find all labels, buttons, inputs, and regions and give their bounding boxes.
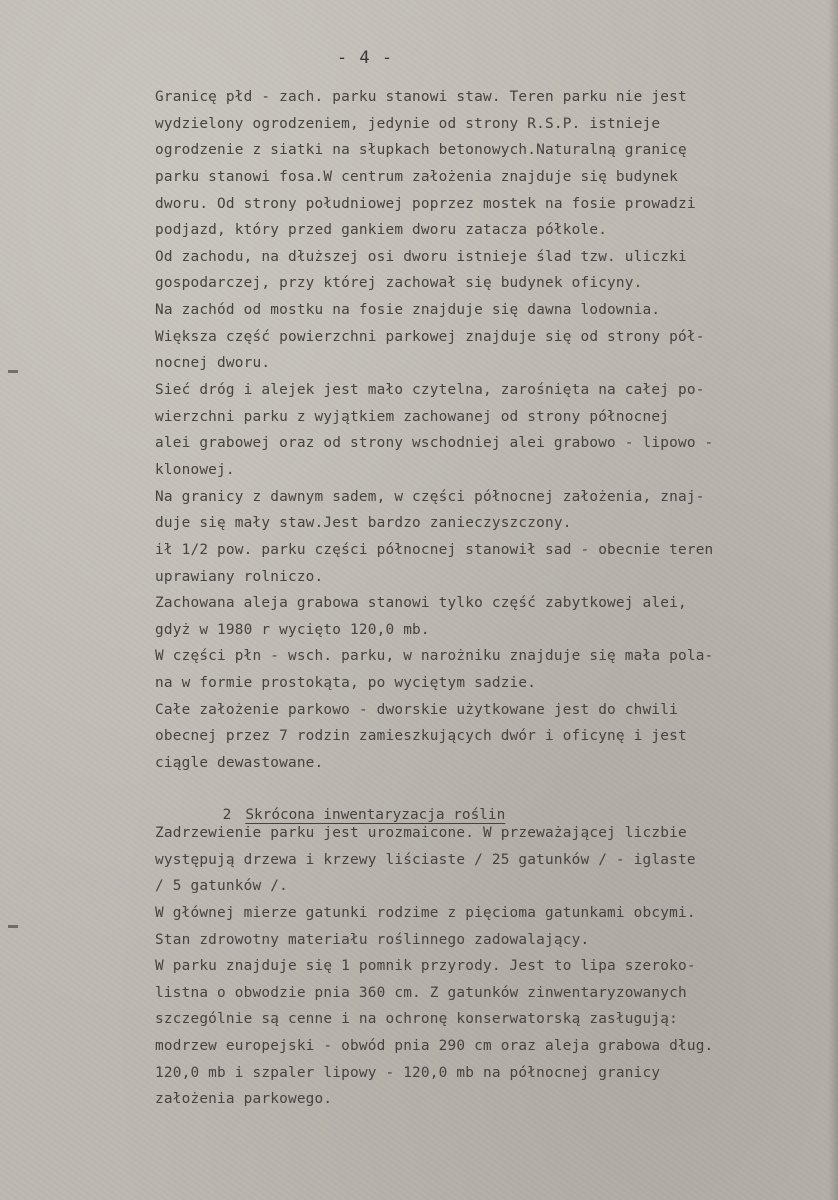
text-line: parku stanowi fosa.W centrum założenia znajduje się budynek — [155, 168, 678, 185]
text-line: W parku znajduje się 1 pomnik przyrody. Jest to lipa szeroko- — [155, 958, 696, 975]
text-line: Zadrzewienie parku jest urozmaicone. W przeważającej liczbie — [155, 825, 687, 841]
page-number: - 4 - — [336, 48, 394, 68]
punch-hole-mark — [8, 925, 18, 928]
text-line: ił 1/2 pow. parku części północnej stanowił sad - obecnie teren — [155, 541, 714, 558]
text-line: gospodarczej, przy której zachował się budynek oficyny. — [155, 275, 643, 292]
text-line: na w formie prostokąta, po wyciętym sadzie. — [155, 675, 537, 692]
text-line: listna o obwodzie pnia 360 cm. Z gatunków zinwentaryzowanych — [155, 984, 687, 1001]
text-line: Większa część powierzchni parkowej znajduje się od strony pół- — [155, 328, 705, 345]
text-line: Stan zdrowotny materiału roślinnego zadowalający. — [155, 931, 590, 948]
text-line: modrzew europejski - obwód pnia 290 cm oraz aleja grabowa dług. — [155, 1038, 714, 1055]
text-line: ogrodzenie z siatki na słupkach betonowych.Naturalną granicę — [155, 142, 687, 159]
section-title: Skrócona inwentaryzacja roślin — [245, 807, 506, 823]
text-line: wierzchni parku z wyjątkiem zachowanej od strony północnej — [155, 408, 670, 425]
text-line: Granicę płd - zach. parku stanowi staw. Teren parku nie jest — [155, 89, 687, 105]
section-number: 2 — [222, 807, 232, 823]
text-line: W części płn - wsch. parku, w narożniku znajduje się mała pola- — [155, 648, 714, 665]
text-line: gdyż w 1980 r wycięto 120,0 mb. — [155, 621, 430, 638]
text-line: Na granicy z dawnym sadem, w części północnej założenia, znaj- — [155, 488, 705, 505]
text-line: wydzielony ogrodzeniem, jedynie od strony R.S.P. istnieje — [155, 115, 661, 132]
text-line: szczególnie są cenne i na ochronę konserwatorską zasługują: — [155, 1011, 678, 1028]
text-line: nocnej dworu. — [155, 355, 271, 372]
text-line: W głównej mierze gatunki rodzime z pięcioma gatunkami obcymi. — [155, 904, 696, 921]
text-line: klonowej. — [155, 461, 235, 478]
text-line: / 5 gatunków /. — [155, 878, 288, 895]
text-line: ciągle dewastowane. — [155, 755, 324, 772]
text-line: założenia parkowego. — [155, 1091, 333, 1108]
text-line: występują drzewa i krzewy liściaste / 25 gatunków / - iglaste — [155, 851, 696, 868]
text-line: duje się mały staw.Jest bardzo zanieczyszczony. — [155, 515, 572, 532]
section-paragraph — [155, 820, 830, 1113]
text-line: obecnej przez 7 rodzin zamieszkujących dwór i oficynę i jest — [155, 728, 687, 745]
main-paragraph — [155, 84, 830, 777]
text-line: dworu. Od strony południowej poprzez mostek na fosie prowadzi — [155, 195, 696, 212]
text-line: 120,0 mb i szpaler lipowy - 120,0 mb na północnej granicy — [155, 1064, 661, 1081]
text-line: alei grabowej oraz od strony wschodniej alei grabowo - lipowo - — [155, 435, 714, 452]
text-line: Zachowana aleja grabowa stanowi tylko część zabytkowej alei, — [155, 595, 687, 612]
text-line: podjazd, który przed gankiem dworu zatacza półkole. — [155, 222, 608, 239]
text-line: uprawiany rolniczo. — [155, 568, 324, 585]
text-line: Od zachodu, na dłuższej osi dworu istnieje ślad tzw. uliczki — [155, 248, 687, 265]
text-line: Całe założenie parkowo - dworskie użytkowane jest do chwili — [155, 701, 678, 718]
text-line: Na zachód od mostku na fosie znajduje się dawna lodownia. — [155, 302, 661, 319]
punch-hole-mark — [8, 370, 18, 373]
text-line: Sieć dróg i alejek jest mało czytelna, zarośnięta na całej po- — [155, 382, 705, 399]
